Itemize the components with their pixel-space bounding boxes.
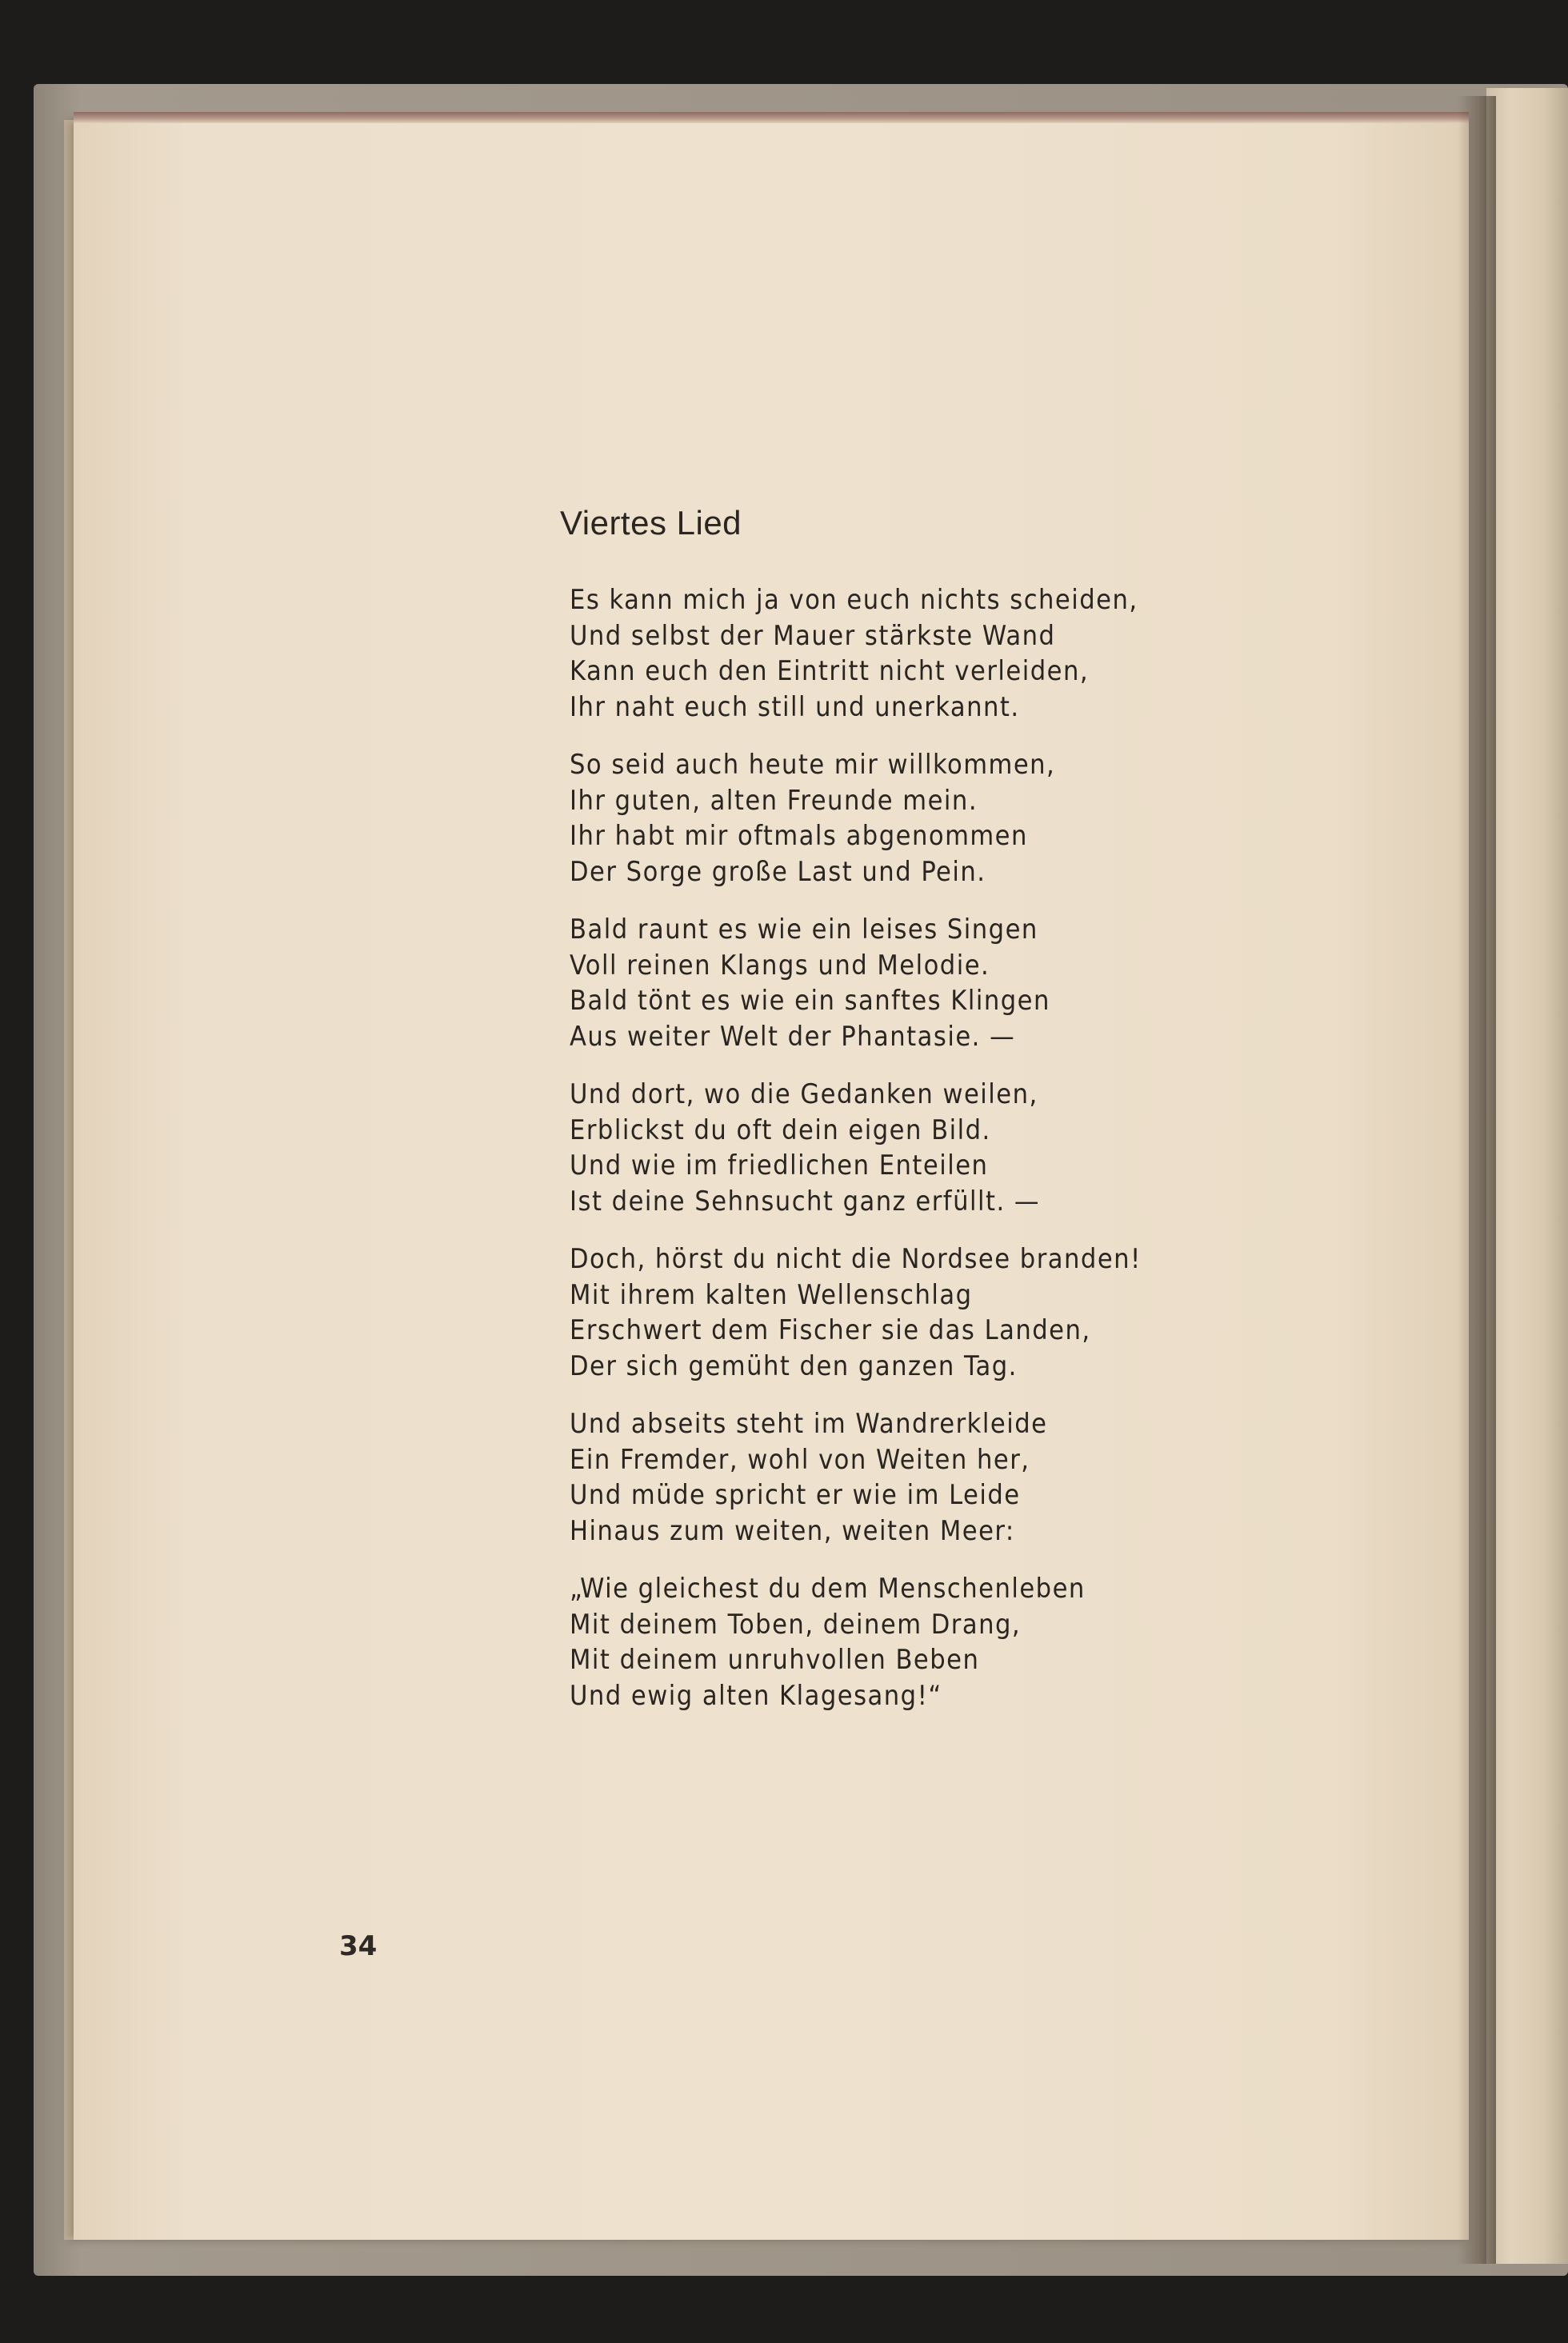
verse-line: Bald tönt es wie ein sanftes Klingen [570,985,1050,1017]
next-page-edge [1486,88,1568,2264]
page-top-edge [74,112,1469,123]
verse-line: Und ewig alten Klagesang!“ [570,1679,942,1712]
verse-line: Mit deinem unruhvollen Beben [570,1644,980,1676]
stanza-7 [570,1571,1456,1713]
verse-line: Erblickst du oft dein eigen Bild. [570,1114,991,1146]
verse-line: Der sich gemüht den ganzen Tag. [570,1349,1018,1382]
verse-line: Und müde spricht er wie im Leide [570,1479,1021,1511]
verse-line: Mit ihrem kalten Wellenschlag [570,1278,973,1311]
verse-line: Doch, hörst du nicht die Nordsee branden! [570,1243,1142,1275]
verse-line: Hinaus zum weiten, weiten Meer: [570,1514,1015,1547]
verse-line: Mit deinem Toben, deinem Drang, [570,1608,1022,1641]
verse-line: Ihr guten, alten Freunde mein. [570,784,978,817]
verse-line: Bald raunt es wie ein leises Singen [570,914,1038,946]
verse-line: So seid auch heute mir willkommen, [570,749,1056,781]
verse-line: Und abseits steht im Wandrerkleide [570,1408,1048,1440]
stanza-3 [570,912,1456,1054]
stanza-6 [570,1406,1456,1549]
stanza-1 [570,582,1456,725]
verse-line: Voll reinen Klangs und Melodie. [570,949,990,982]
page-number: 34 [339,1930,378,1962]
stanza-2 [570,747,1456,890]
verse-line: Und selbst der Mauer stärkste Wand [570,619,1056,652]
verse-line: Aus weiter Welt der Phantasie. — [570,1020,1016,1053]
verse-line: Ist deine Sehnsucht ganz erfüllt. — [570,1185,1040,1217]
verse-line: Ihr habt mir oftmals abgenommen [570,820,1028,852]
verse-line: Kann euch den Eintritt nicht verleiden, [570,655,1090,687]
stanza-5 [570,1241,1456,1384]
poem [560,504,1456,1736]
verse-line: Und wie im friedlichen Enteilen [570,1150,989,1181]
verse-line: Ihr naht euch still und unerkannt. [570,690,1020,723]
verse-line: Erschwert dem Fischer sie das Landen, [570,1314,1091,1346]
verse-line: „Wie gleichest du dem Menschenleben [570,1573,1086,1605]
verse-line: Der Sorge große Last und Pein. [570,855,986,888]
poem-title: Viertes Lied [560,504,742,542]
spine-shadow [1458,96,1496,2264]
verse-line: Es kann mich ja von euch nichts scheiden, [570,584,1138,616]
stanza-4 [570,1077,1456,1219]
verse-line: Ein Fremder, wohl von Weiten her, [570,1443,1030,1476]
verse-line: Und dort, wo die Gedanken weilen, [570,1078,1038,1110]
